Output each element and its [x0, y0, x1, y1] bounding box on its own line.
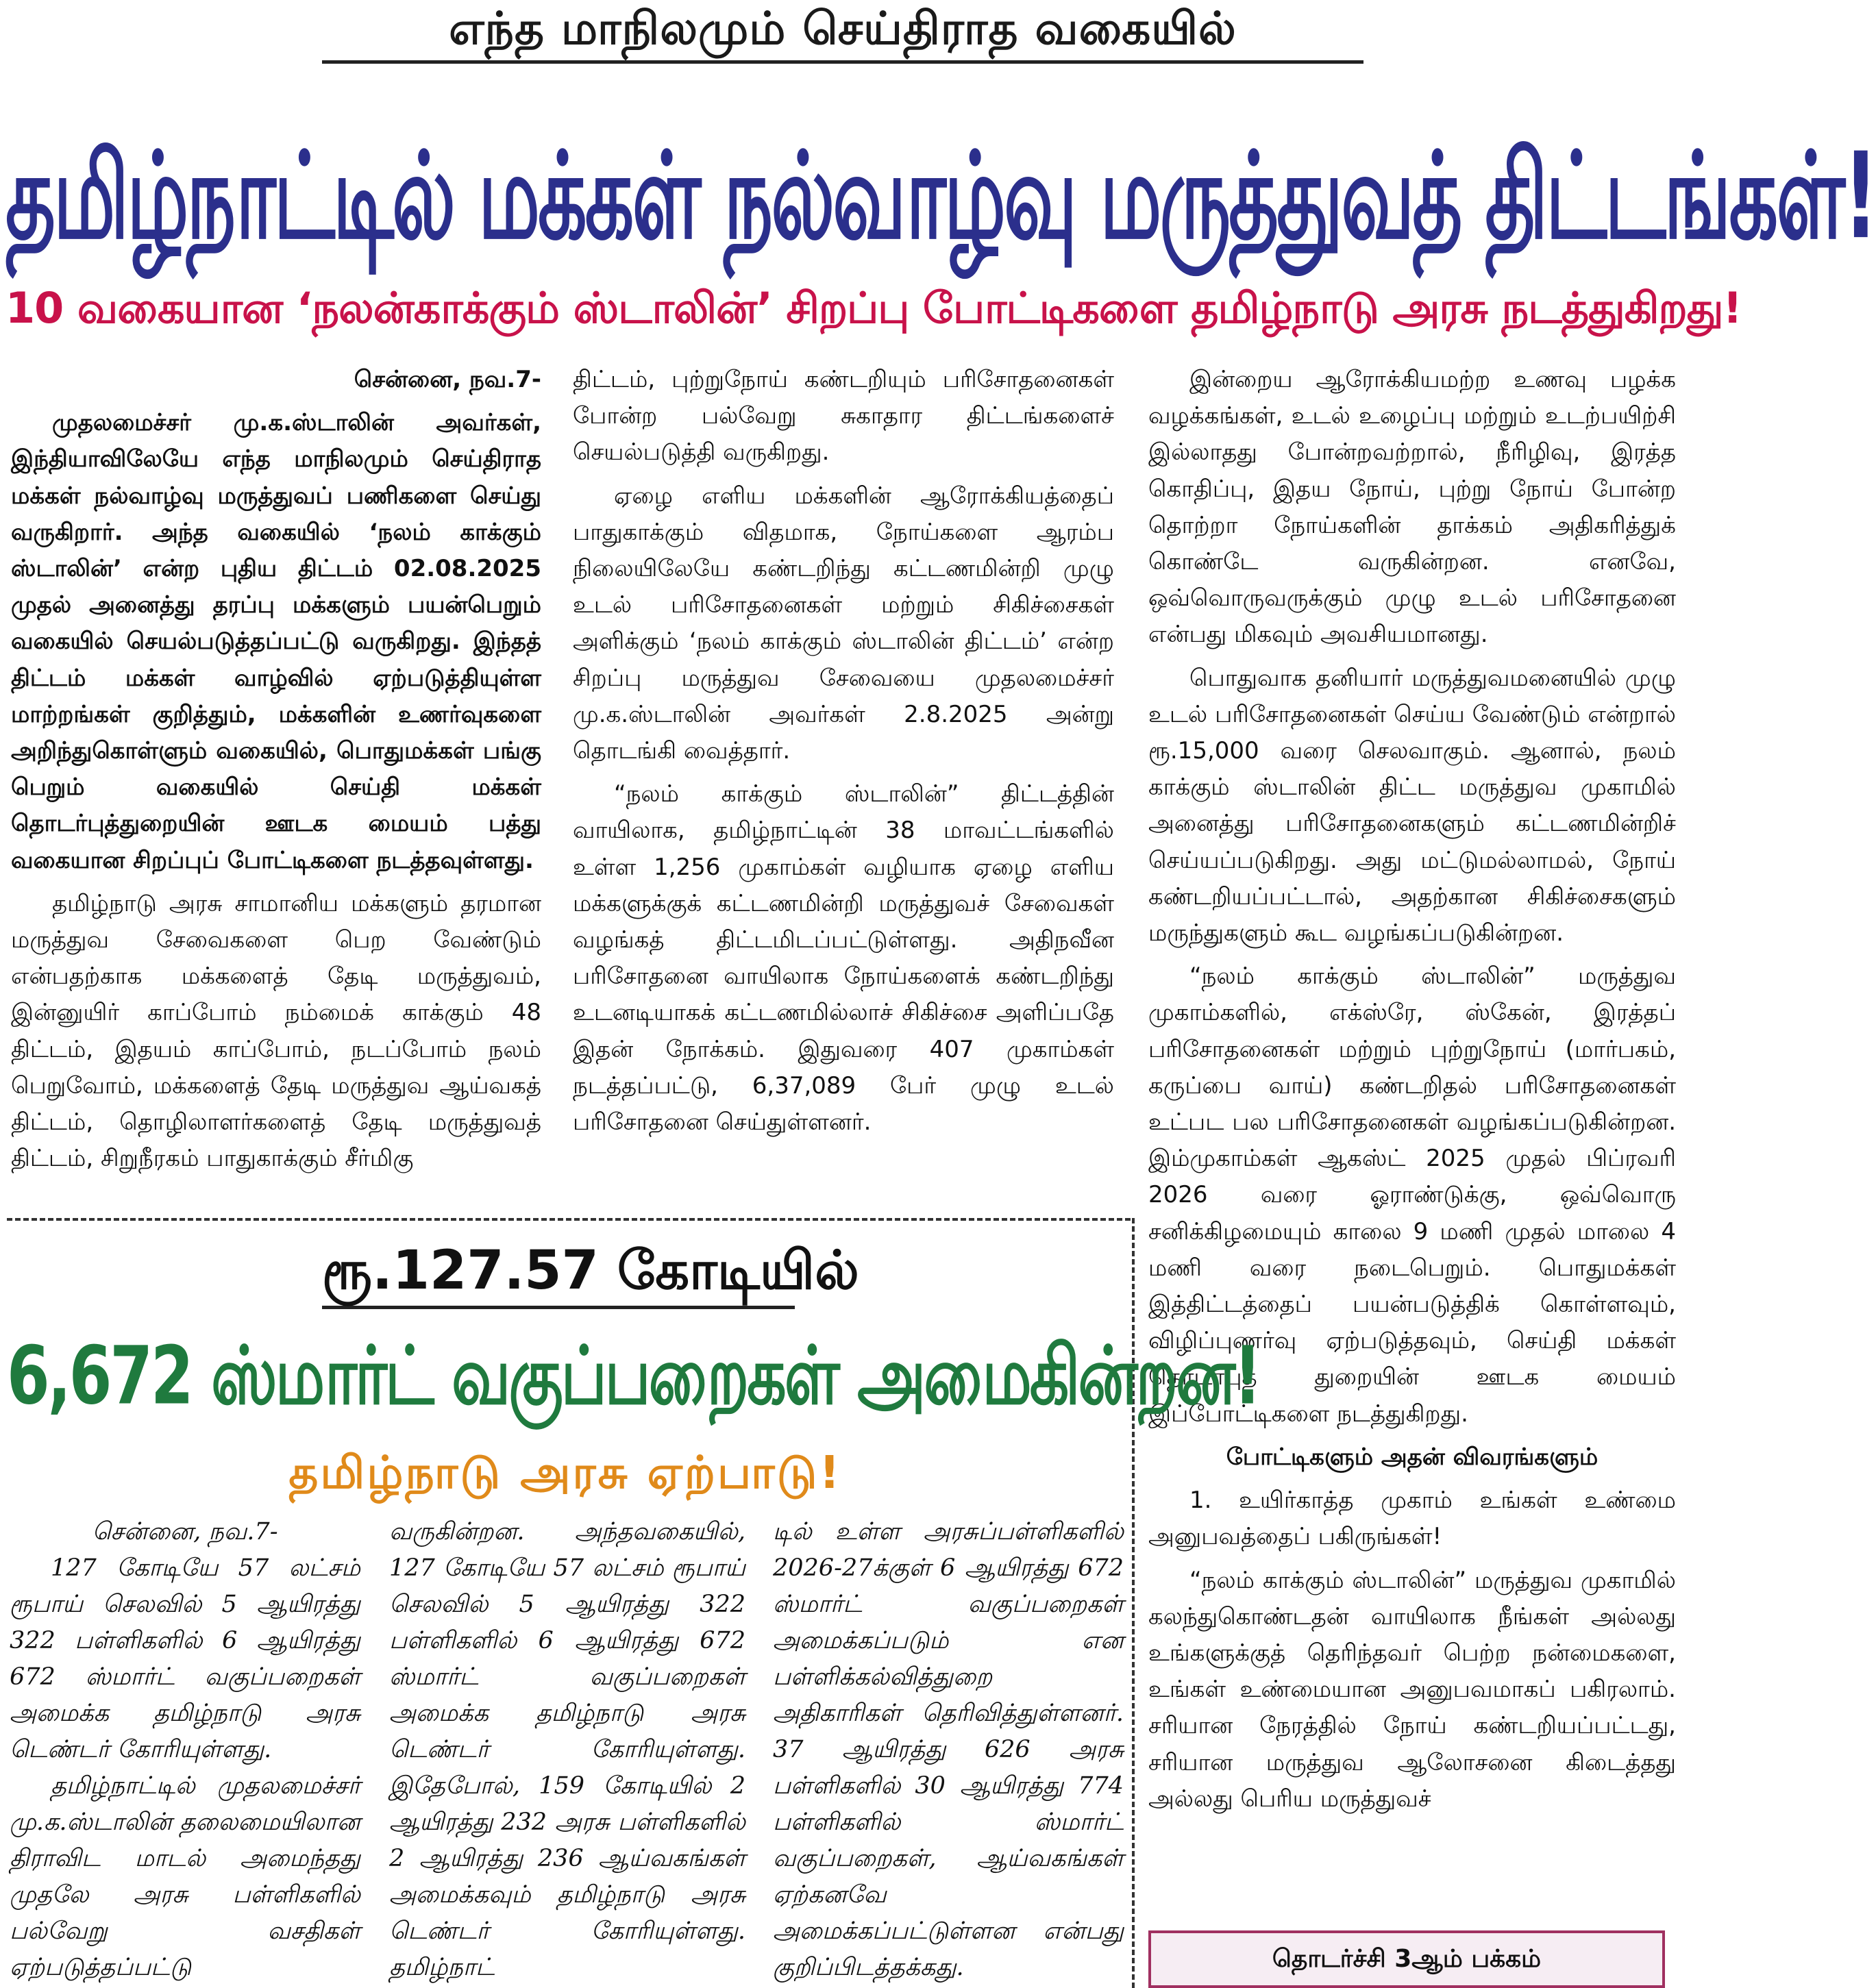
subheadline — [5, 274, 1742, 343]
main-headline: தமிழ்நாட்டில் மக்கள் நல்வாழ்வு மருத்துவத் திட்டங்கள்! — [5, 127, 1876, 266]
paragraph: 1. உயிர்காத்த முகாம் உங்கள் உண்மை அனுபவத்தைப் பகிருங்கள்! — [1148, 1487, 1676, 1551]
paragraph: முதலமைச்சர் மு.க.ஸ்டாலின் அவர்கள், இந்தியாவிலேயே எந்த மாநிலமும் செய்திராத மக்கள் நல்வாழ்வு மருத்துவப் பணிகளை செய்து வருகிறார். அந்த வகையில் ‘நலம் காக்கும் ஸ்டாலின்’ என்ற புதிய திட்டம் 02.08.2025 முதல் அனைத்து தரப்பு மக்களும் பயன்பெறும் வகையில் செயல்படுத்தப்பட்டு வருகிறது. இந்தத் திட்டம் மக்கள் வாழ்வில் ஏற்படுத்தியுள்ள மாற்றங்கள் குறித்தும், மக்களின் உணர்வுகளை அறிந்துகொள்ளும் வகையில், பொதுமக்கள் பங்கு பெறும் வகையில் செய்தி மக்கள் தொடர்புத்துறையின் ஊடக மையம் பத்து வகையான சிறப்புப் போட்டிகளை நடத்தவுள்ளது. — [11, 409, 541, 874]
paragraph: பொதுவாக தனியார் மருத்துவமனையில் முழு உடல் பரிசோதனைகள் செய்ய வேண்டும் என்றால் ரூ.15,000 வரை செலவாகும். ஆனால், நலம் காக்கும் ஸ்டாலின் திட்ட மருத்துவ முகாமில் அனைத்து பரிசோதனைகளும் கட்டணமின்றிச் செய்யப்படுகிறது. அது மட்டுமல்லாமல், நோய் கண்டறியப்பட்டால், அதற்கான சிகிச்சைகளும் மருந்துகளும் கூட வழங்கப்படுகின்றன. — [1148, 664, 1676, 947]
paragraph: தமிழ்நாட்டில் முதலமைச்சர் மு.க.ஸ்டாலின் தலைமையிலான திராவிட மாடல் அமைந்தது முதலே அரசு பள்ளிகளில் பல்வேறு வசதிகள் ஏற்படுத்தப்பட்டு — [10, 1772, 360, 1981]
subheadline-part-1: 10 வகையான ‘நலன்காக்கும் ஸ்டாலின்’ — [5, 283, 772, 333]
paragraph: “நலம் காக்கும் ஸ்டாலின்” திட்டத்தின் வாயிலாக, தமிழ்நாட்டின் 38 மாவட்டங்களில் உள்ள 1,256 முகாம்கள் வழியாக ஏழை எளிய மக்களுக்குக் கட்டணமின்றி மருத்துவச் சேவைகள் வழங்கத் திட்டமிடப்பட்டுள்ளது. அதிநவீன பரிசோதனை வாயிலாக நோய்களைக் கண்டறிந்து உடனடியாகக் கட்டணமில்லாச் சிகிச்சை அளிப்பதே இதன் நோக்கம். இதுவரை 407 முகாம்கள் நடத்தப்பட்டு, 6,37,089 பேர் முழு உடல் பரிசோதனை செய்துள்ளனர். — [573, 780, 1114, 1136]
bottom-column-2 — [389, 1514, 745, 1986]
subheadline-part-2: சிறப்பு போட்டிகளை தமிழ்நாடு அரசு நடத்துகிறது! — [772, 283, 1742, 333]
dateline: சென்னை, நவ.7- — [92, 1518, 278, 1545]
bottom-column-1 — [10, 1514, 360, 1986]
bottom-kicker: ரூ.127.57 கோடியில் — [322, 1233, 795, 1309]
paragraph: டில் உள்ள அரசுப்பள்ளிகளில் 2026-27க்குள் 6 ஆயிரத்து 672 ஸ்மார்ட் வகுப்பறைகள் அமைக்கப்படும் என பள்ளிக்கல்வித்துறை அதிகாரிகள் தெரிவித்துள்ளனர். 37 ஆயிரத்து 626 அரசு பள்ளிகளில் 30 ஆயிரத்து 774 பள்ளிகளில் ஸ்மார்ட் வகுப்பறைகள், ஆய்வகங்கள் ஏற்கனவே அமைக்கப்பட்டுள்ளன என்பது குறிப்பிடத்தக்கது. — [773, 1518, 1124, 1981]
bottom-subheadline: தமிழ்நாடு அரசு ஏற்பாடு! — [288, 1446, 842, 1499]
continued-box: தொடர்ச்சி 3ஆம் பக்கம் — [1148, 1930, 1665, 1988]
paragraph: “நலம் காக்கும் ஸ்டாலின்” மருத்துவ முகாம்களில், எக்ஸ்ரே, ஸ்கேன், இரத்தப் பரிசோதனைகள் மற்றும் புற்றுநோய் (மார்பகம், கருப்பை வாய்) கண்டறிதல் பரிசோதனைகள் உட்பட பல பரிசோதனைகள் வழங்கப்படுகின்றன. இம்முகாம்கள் ஆகஸ்ட் 2025 முதல் பிப்ரவரி 2026 வரை ஓராண்டுக்கு, ஒவ்வொரு சனிக்கிழமையும் காலை 9 மணி முதல் மாலை 4 மணி வரை நடைபெறும். பொதுமக்கள் இத்திட்டத்தைப் பயன்படுத்திக் கொள்ளவும், விழிப்புணர்வு ஏற்படுத்தவும், செய்தி மக்கள் தொடர்புத் துறையின் ஊடக மையம் இப்போட்டிகளை நடத்துகிறது. — [1148, 962, 1676, 1428]
paragraph: 127 கோடியே 57 லட்சம் ரூபாய் செலவில் 5 ஆயிரத்து 322 பள்ளிகளில் 6 ஆயிரத்து 672 ஸ்மார்ட் வகுப்பறைகள் அமைக்க தமிழ்நாடு அரசு டெண்டர் கோரியுள்ளது. — [10, 1554, 360, 1763]
kicker-headline: எந்த மாநிலமும் செய்திராத வகையில் — [322, 0, 1363, 64]
section-heading: போட்டிகளும் அதன் விவரங்களும் — [1226, 1443, 1599, 1471]
paragraph: திட்டம், புற்றுநோய் கண்டறியும் பரிசோதனைகள் போன்ற பல்வேறு சுகாதார திட்டங்களைச் செயல்படுத்தி வருகிறது. — [573, 366, 1114, 467]
paragraph: வருகின்றன. அந்தவகையில், 127 கோடியே 57 லட்சம் ரூபாய் செலவில் 5 ஆயிரத்து 322 பள்ளிகளில் 6 ஆயிரத்து 672 ஸ்மார்ட் வகுப்பறைகள் அமைக்க தமிழ்நாடு அரசு டெண்டர் கோரியுள்ளது. இதேபோல், 159 கோடியில் 2 ஆயிரத்து 232 அரசு பள்ளிகளில் 2 ஆயிரத்து 236 ஆய்வகங்கள் அமைக்கவும் தமிழ்நாடு அரசு டெண்டர் கோரியுள்ளது. தமிழ்நாட் — [389, 1518, 745, 1981]
article-column-2 — [573, 362, 1114, 1147]
paragraph: இன்றைய ஆரோக்கியமற்ற உணவு பழக்க வழக்கங்கள், உடல் உழைப்பு மற்றும் உடற்பயிற்சி இல்லாதது போன்றவற்றால், நீரிழிவு, இரத்த கொதிப்பு, இதய நோய், புற்று நோய் போன்ற தொற்றா நோய்களின் தாக்கம் அதிகரித்துக் கொண்டே வருகின்றன. எனவே, ஒவ்வொருவருக்கும் முழு உடல் பரிசோதனை என்பது மிகவும் அவசியமானது. — [1148, 366, 1676, 649]
paragraph: தமிழ்நாடு அரசு சாமானிய மக்களும் தரமான மருத்துவ சேவைகளை பெற வேண்டும் என்பதற்காக மக்களைத் தேடி மருத்துவம், இன்னுயிர் காப்போம் நம்மைக் காக்கும் 48 திட்டம், இதயம் காப்போம், நடப்போம் நலம் பெறுவோம், மக்களைத் தேடி மருத்துவ ஆய்வகத் திட்டம், தொழிலாளர்களைத் தேடி மருத்துவத் திட்டம், சிறுநீரகம் பாதுகாக்கும் சீர்மிகு — [11, 889, 541, 1173]
article-column-3 — [1148, 362, 1676, 1824]
paragraph: ஏழை எளிய மக்களின் ஆரோக்கியத்தைப் பாதுகாக்கும் விதமாக, நோய்களை ஆரம்ப நிலையிலேயே கண்டறிந்து கட்டணமின்றி முழு உடல் பரிசோதனைகள் மற்றும் சிகிச்சைகள் அளிக்கும் ‘நலம் காக்கும் ஸ்டாலின் திட்டம்’ என்ற சிறப்பு மருத்துவ சேவையை முதலமைச்சர் மு.க.ஸ்டாலின் அவர்கள் 2.8.2025 அன்று தொடங்கி வைத்தார். — [573, 482, 1114, 765]
article-column-1 — [11, 362, 541, 1184]
bottom-column-3 — [773, 1514, 1124, 1986]
bottom-headline: 6,672 ஸ்மார்ட் வகுப்பறைகள் அமைகின்றன! — [7, 1329, 1260, 1424]
dateline: சென்னை, நவ.7- — [354, 366, 541, 393]
paragraph: “நலம் காக்கும் ஸ்டாலின்” மருத்துவ முகாமில் கலந்துகொண்டதன் வாயிலாக நீங்கள் அல்லது உங்களுக்குத் தெரிந்தவர் பெற்ற நன்மைகளை, உங்கள் உண்மையான அனுபவமாகப் பகிரலாம். சரியான நேரத்தில் நோய் கண்டறியப்பட்டது, சரியான மருத்துவ ஆலோசனை கிடைத்தது அல்லது பெரிய மருத்துவச் — [1148, 1566, 1676, 1813]
dashed-divider-horizontal — [7, 1218, 1131, 1221]
